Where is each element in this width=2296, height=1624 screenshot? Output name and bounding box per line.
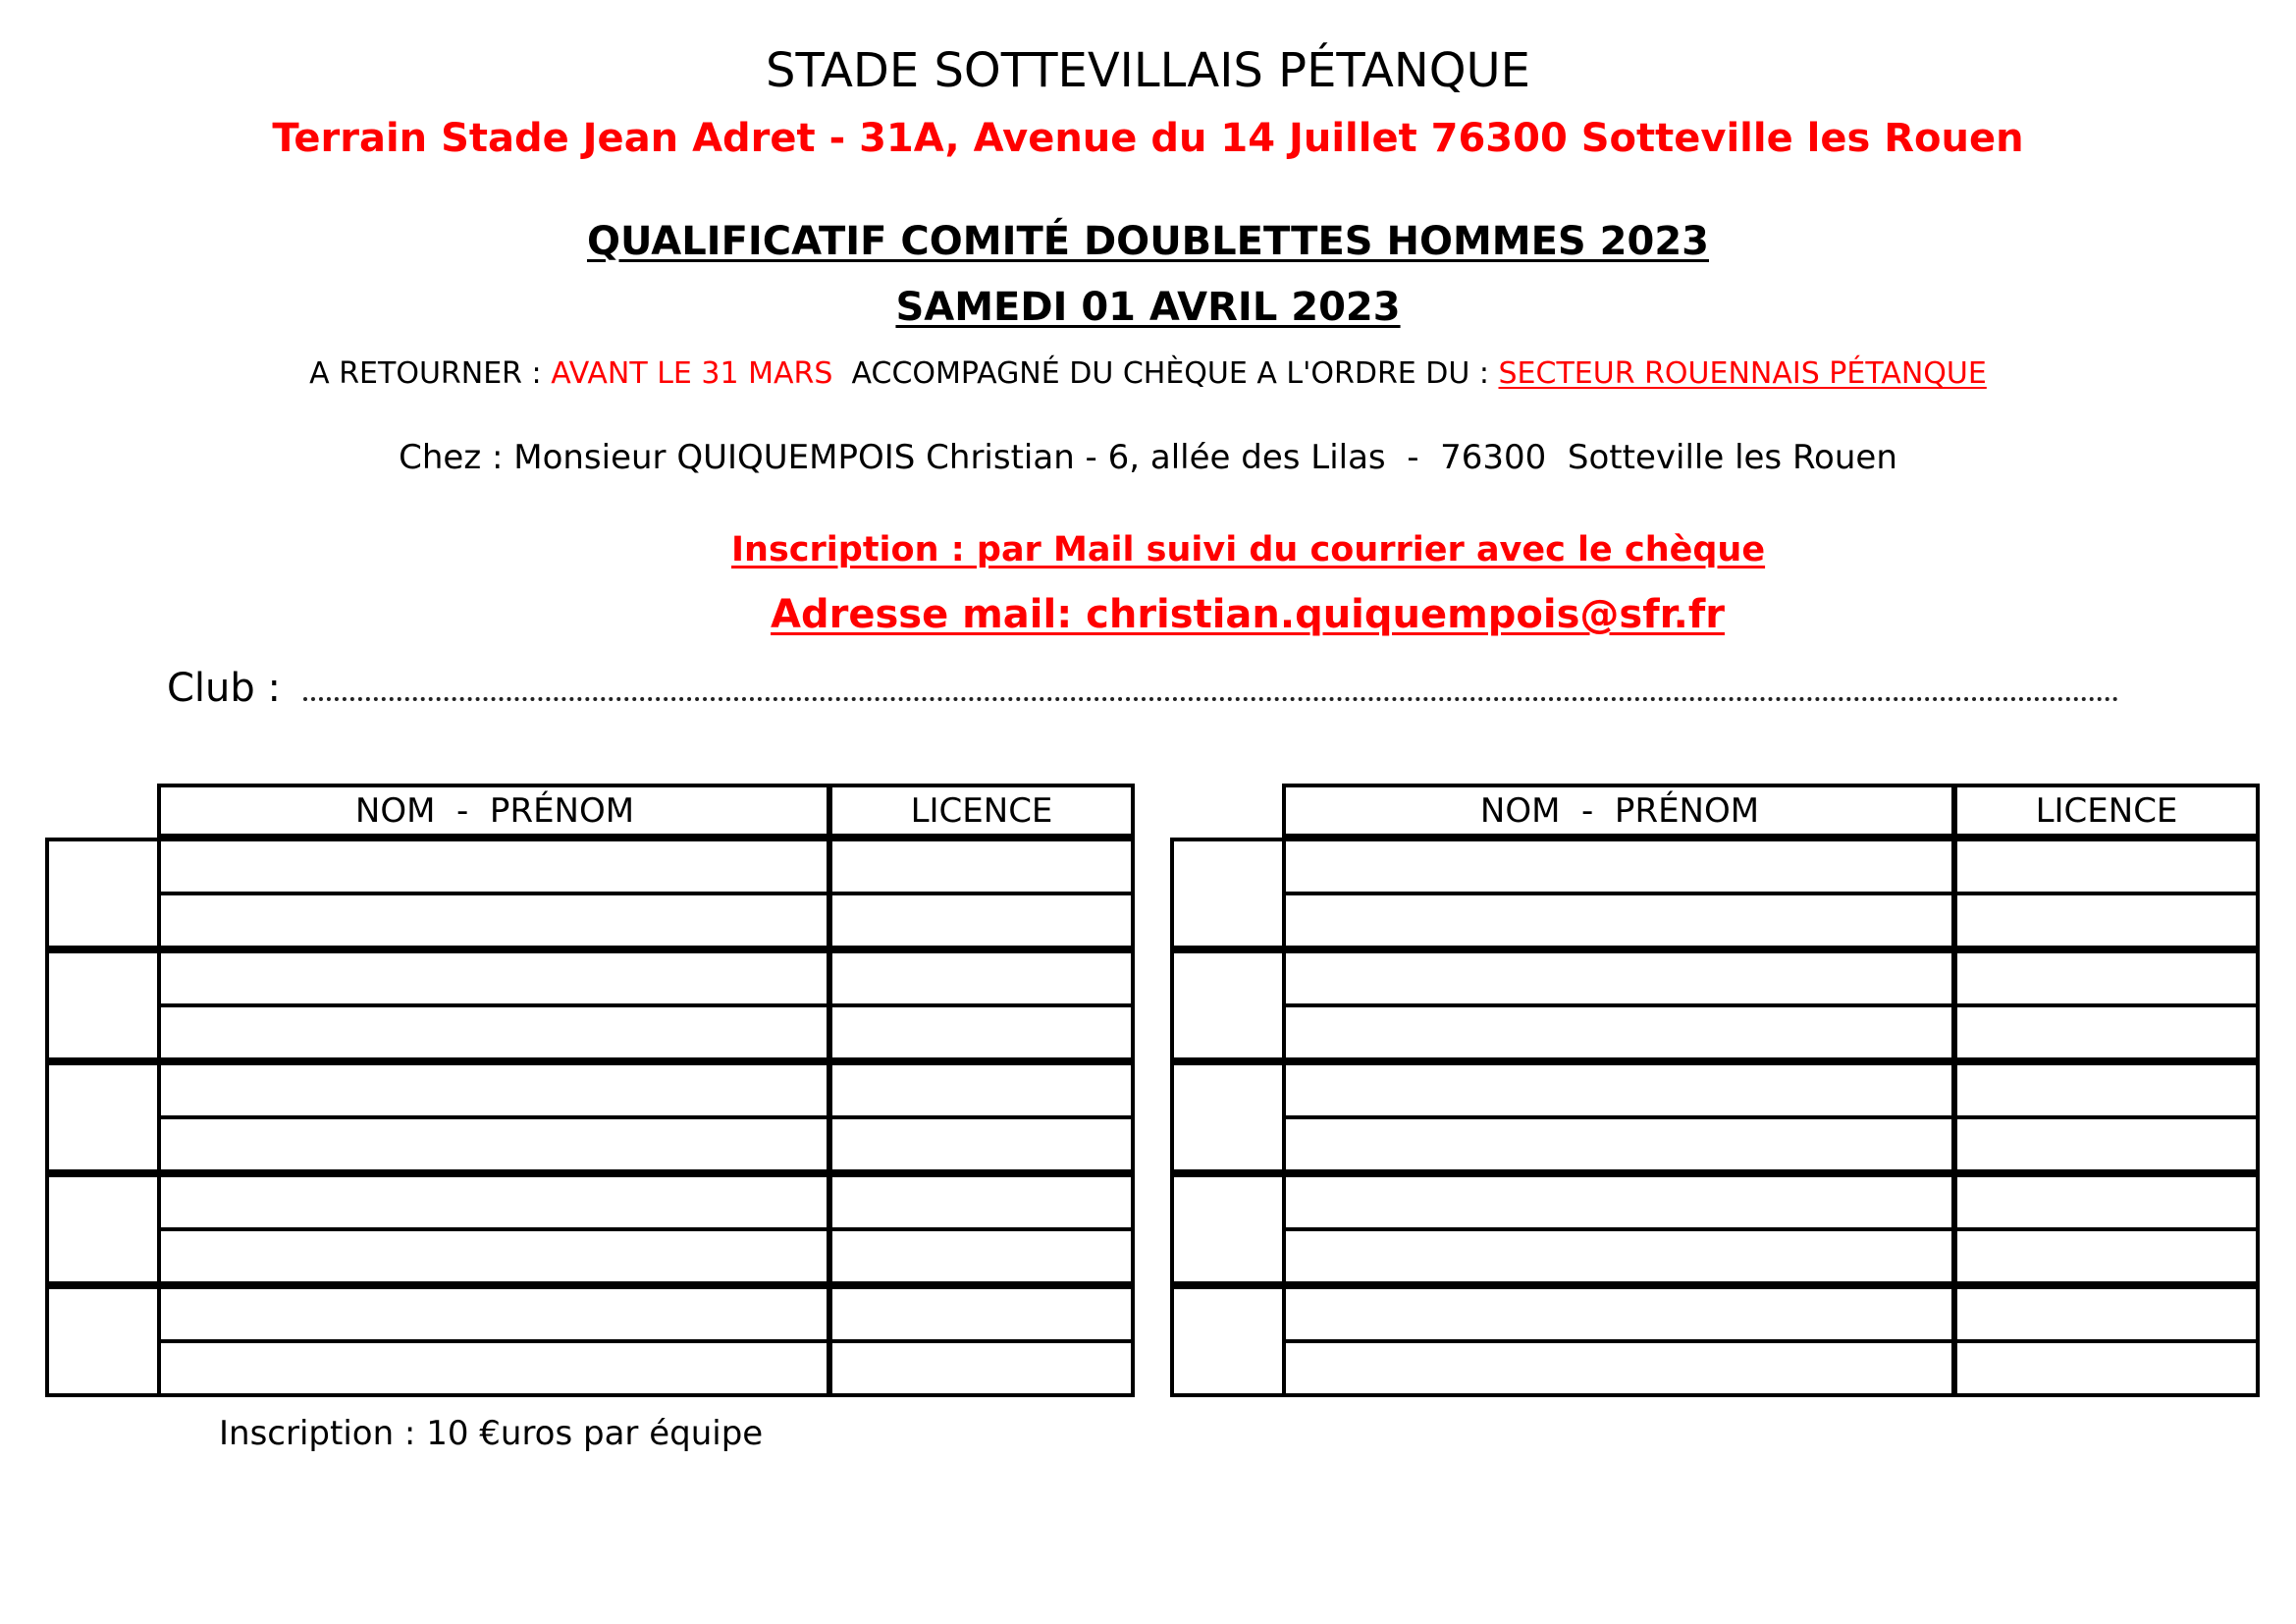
team-number-cell[interactable]	[45, 1285, 161, 1397]
competition-title: QUALIFICATIF COMITÉ DOUBLETTES HOMMES 2023	[586, 219, 1709, 264]
player-name-cell[interactable]	[159, 949, 830, 1005]
team-number-cell[interactable]	[1170, 838, 1286, 949]
header-nom-prenom: NOM - PRÉNOM	[1282, 784, 1957, 838]
player-licence-cell[interactable]	[830, 1173, 1133, 1229]
player-licence-cell[interactable]	[1955, 1285, 2258, 1341]
player-licence-cell[interactable]	[830, 1117, 1133, 1173]
mailing-address: Chez : Monsieur QUIQUEMPOIS Christian - 6, allée des Lilas - 76300 Sotteville les Rouen	[399, 438, 1897, 477]
header-licence: LICENCE	[828, 784, 1135, 838]
player-licence-cell[interactable]	[1955, 1117, 2258, 1173]
competition-date: SAMEDI 01 AVRIL 2023	[895, 285, 1401, 330]
team-number-cell[interactable]	[1170, 949, 1286, 1061]
team-number-cell[interactable]	[45, 1061, 161, 1173]
player-name-cell[interactable]	[1284, 893, 1955, 949]
page-title: STADE SOTTEVILLAIS PÉTANQUE	[766, 43, 1530, 98]
player-licence-cell[interactable]	[1955, 1173, 2258, 1229]
return-payee: SECTEUR ROUENNAIS PÉTANQUE	[1498, 356, 1987, 391]
registration-method: Inscription : par Mail suivi du courrier avec le chèque	[731, 530, 1766, 569]
player-name-cell[interactable]	[1284, 1005, 1955, 1061]
return-prefix: A RETOURNER :	[309, 356, 552, 391]
player-name-cell[interactable]	[159, 1173, 830, 1229]
player-name-cell[interactable]	[159, 893, 830, 949]
club-label: Club :	[167, 666, 294, 711]
player-licence-cell[interactable]	[1955, 1341, 2258, 1397]
header-nom-prenom: NOM - PRÉNOM	[157, 784, 832, 838]
player-licence-cell[interactable]	[830, 838, 1133, 893]
fee-note: Inscription : 10 €uros par équipe	[219, 1414, 764, 1453]
player-name-cell[interactable]	[1284, 1229, 1955, 1285]
player-name-cell[interactable]	[1284, 1173, 1955, 1229]
team-number-cell[interactable]	[1170, 1173, 1286, 1285]
column-divider	[827, 784, 830, 1397]
team-number-cell[interactable]	[1170, 1061, 1286, 1173]
player-name-cell[interactable]	[159, 1061, 830, 1117]
player-name-cell[interactable]	[1284, 838, 1955, 893]
team-number-cell[interactable]	[45, 838, 161, 949]
player-licence-cell[interactable]	[1955, 893, 2258, 949]
player-licence-cell[interactable]	[830, 1229, 1133, 1285]
club-dotted-line[interactable]	[303, 660, 2119, 701]
player-licence-cell[interactable]	[1955, 1061, 2258, 1117]
player-licence-cell[interactable]	[1955, 838, 2258, 893]
return-middle: ACCOMPAGNÉ DU CHÈQUE A L'ORDRE DU :	[832, 356, 1499, 391]
team-number-cell[interactable]	[45, 949, 161, 1061]
player-name-cell[interactable]	[1284, 1061, 1955, 1117]
player-licence-cell[interactable]	[830, 893, 1133, 949]
header-licence: LICENCE	[1953, 784, 2260, 838]
player-licence-cell[interactable]	[830, 1285, 1133, 1341]
player-name-cell[interactable]	[1284, 1285, 1955, 1341]
registration-email[interactable]: Adresse mail: christian.quiquempois@sfr.fr	[771, 592, 1725, 637]
club-field[interactable]	[167, 660, 2119, 711]
player-name-cell[interactable]	[159, 1285, 830, 1341]
column-divider	[1951, 784, 1955, 1397]
player-name-cell[interactable]	[159, 1341, 830, 1397]
player-name-cell[interactable]	[159, 1229, 830, 1285]
team-number-cell[interactable]	[45, 1173, 161, 1285]
player-licence-cell[interactable]	[1955, 949, 2258, 1005]
player-licence-cell[interactable]	[1955, 1229, 2258, 1285]
player-licence-cell[interactable]	[830, 1061, 1133, 1117]
player-licence-cell[interactable]	[830, 949, 1133, 1005]
player-name-cell[interactable]	[159, 838, 830, 893]
team-number-cell[interactable]	[1170, 1285, 1286, 1397]
player-name-cell[interactable]	[159, 1005, 830, 1061]
return-instructions	[0, 356, 2296, 391]
player-licence-cell[interactable]	[830, 1341, 1133, 1397]
player-name-cell[interactable]	[1284, 949, 1955, 1005]
venue-address: Terrain Stade Jean Adret - 31A, Avenue du 14 Juillet 76300 Sotteville les Rouen	[272, 116, 2024, 161]
player-name-cell[interactable]	[1284, 1341, 1955, 1397]
player-licence-cell[interactable]	[1955, 1005, 2258, 1061]
return-deadline: AVANT LE 31 MARS	[551, 356, 833, 391]
player-name-cell[interactable]	[1284, 1117, 1955, 1173]
player-name-cell[interactable]	[159, 1117, 830, 1173]
player-licence-cell[interactable]	[830, 1005, 1133, 1061]
